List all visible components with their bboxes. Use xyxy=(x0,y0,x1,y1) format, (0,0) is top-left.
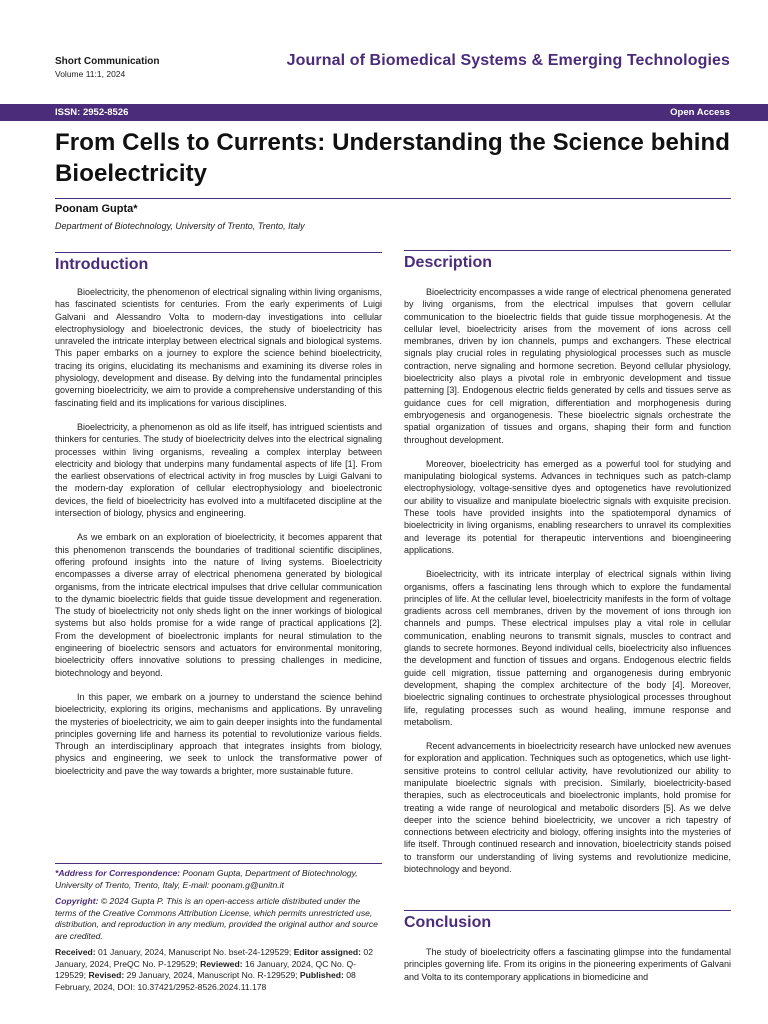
description-paragraph: Recent advancements in bioelectricity research have unlocked new avenues for exploration and application. Techniques such as optogenetics, which use light-sensitive proteins to control cellular activity, have revolutionized our ability to manipulate bioelectric signals with precision. Similarly, bioelectricity-based therapies, such as electroceuticals and bioelectronic implants, hold promise for treating a wide range of neurological and metabolic disorders [5]. As we delve deeper into the science behind bioelectricity, we uncover a rich tapestry of connections between electricity and biology, offering insights into the mysteries of life itself. Through continued research and innovation, bioelectricity stands poised to transform our understanding of living systems and revolutionize medicine, biotechnology and beyond. xyxy=(404,741,731,875)
author-name: Poonam Gupta* xyxy=(55,203,138,215)
editor-label: Editor assigned: xyxy=(293,947,362,957)
article-type: Short Communication xyxy=(55,56,160,67)
history-note xyxy=(55,947,382,993)
copyright-text: © 2024 Gupta P. This is an open-access article distributed under the terms of the Creative Commons Attribution License, which permits unrestricted use, distribution, and reproduction in any medium, provided the original author and source are credited. xyxy=(55,896,378,941)
article-title: From Cells to Currents: Understanding the Science behind Bioelectricity xyxy=(55,129,731,187)
received-label: Received: xyxy=(55,947,96,957)
conclusion-rule xyxy=(404,910,731,911)
open-access-label: Open Access xyxy=(670,107,730,118)
reviewed-text: 16 January, 2024, QC No. Q-129529; xyxy=(55,958,357,980)
description-rule xyxy=(404,250,731,251)
editor-text: 02 January, 2024, PreQC No. P-129529; xyxy=(55,947,373,969)
introduction-paragraph: In this paper, we embark on a journey to understand the science behind bioelectricity, exploring its origins, mechanisms and applications. By unraveling the mysteries of bioelectricity, we aim to gain deeper insights into the fundamental principles governing life and harness its potential to revolutionize various fields. Through an interdisciplinary approach that integrates insights from biology, physics and engineering, we seek to unlock the transformative power of bioelectricity and pave the way towards a brighter, more sustainable future. xyxy=(55,691,382,776)
introduction-rule xyxy=(55,252,382,253)
author-affiliation: Department of Biotechnology, University of Trento, Trento, Italy xyxy=(55,221,305,231)
correspondence-label: *Address for Correspondence: xyxy=(55,868,181,878)
conclusion-paragraph: The study of bioelectricity offers a fascinating glimpse into the fundamental principles governing life. From its origins in the pioneering experiments of Galvani and Volta to its contemporary applications in biomedicine and xyxy=(404,947,731,982)
description-paragraph: Bioelectricity encompasses a wide range of electrical phenomena generated by living organisms, from the electrical impulses that govern cellular communication to the bioelectric fields that guide tissue morphogenesis. At the cellular level, bioelectricity arises from the movement of ions across cell membranes, driven by ion channels, pumps and exchangers. These electrical signals play crucial roles in regulating physiological processes such as muscle contraction, nerve signaling and hormone secretion. Beyond cellular physiology, bioelectricity also plays a pivotal role in embryonic development and tissue patterning [3]. Endogenous electric fields generated by cells and tissues serve as guidance cues for cell migration, differentiation and morphogenesis during embryogenesis and organogenesis. These bioelectric signals orchestrate the spatial organization of tissues and organs, shaping their form and function throughout development. xyxy=(404,287,731,445)
description-heading: Description xyxy=(404,254,493,271)
correspondence-text: Poonam Gupta, Department of Biotechnology, University of Trento, Trento, Italy, E-mail: poonam.g@unitn.it xyxy=(55,868,358,890)
volume-info: Volume 11:1, 2024 xyxy=(55,69,126,79)
introduction-paragraph: As we embark on an exploration of bioelectricity, it becomes apparent that this phenomenon transcends the boundaries of traditional scientific disciplines, offering profound insights into the nature of living systems. Bioelectricity encompasses a diverse array of electrical phenomena generated by biological organisms, from the intricate electrical impulses that drive cellular communication to the dynamic bioelectric fields that guide tissue development and regeneration. The study of bioelectricity not only sheds light on the inner workings of biological systems but also holds promise for a wide range of practical applications [2]. From the development of bioelectronic implants for neural stimulation to the engineering of bioelectric sensors and actuators for environmental monitoring, bioelectricity offers innovative solutions to pressing challenges in medicine, biotechnology and beyond. xyxy=(55,532,382,678)
description-body xyxy=(404,286,731,887)
revised-text: 29 January, 2024, Manuscript No. R-129529; xyxy=(124,970,300,980)
article-type-block xyxy=(55,56,159,80)
copyright-note xyxy=(55,896,382,942)
introduction-paragraph: Bioelectricity, a phenomenon as old as life itself, has intrigued scientists and thinkers for centuries. The study of bioelectricity delves into the electrical signaling processes within living organisms, revealing a complex interplay between electricity and biology that underpins many fundamental aspects of life [1]. From the earliest observations of electrical activity in frog muscles by Luigi Galvani to the modern-day exploration of cellular electrophysiology and bioelectronic devices, the field of bioelectricity has evolved into a multifaceted discipline at the intersection of biology, physics and engineering. xyxy=(55,421,382,519)
title-divider xyxy=(55,198,731,199)
introduction-heading: Introduction xyxy=(55,256,149,273)
description-paragraph: Moreover, bioelectricity has emerged as a powerful tool for studying and manipulating biological systems. Advances in techniques such as patch-clamp electrophysiology, voltage-sensitive dyes and optogenetics have revolutionized our ability to visualize and manipulate bioelectric signals with exquisite precision. These tools have provided insights into the spatiotemporal dynamics of bioelectricity in living organisms, enabling researchers to unravel its complexities and leverage its potential for therapeutic interventions and bioengineering applications. xyxy=(404,458,731,555)
conclusion-heading: Conclusion xyxy=(404,914,492,931)
correspondence-note xyxy=(55,868,382,891)
footnotes xyxy=(55,868,382,998)
footnote-rule xyxy=(55,863,382,864)
description-paragraph: Bioelectricity, with its intricate interplay of electrical signals within living organisms, offers a fascinating lens through which to explore the fundamental principles of life. At the cellular level, bioelectricity manifests in the form of voltage gradients across cell membranes, driven by the movement of ions through ion channels and pumps. These electrical impulses play a vital role in cellular communication, enabling neurons to transmit signals, muscles to contract and glands to secrete hormones. Beyond individual cells, bioelectricity also influences the development and function of tissues and organs. Endogenous electric fields guide cell migration, tissue patterning and organogenesis during embryonic development, shaping the complex architecture of the body [4]. Moreover, bioelectric signaling continues to orchestrate physiological processes throughout life, regulating processes such as wound healing, immune response and metabolism. xyxy=(404,569,731,727)
introduction-paragraph: Bioelectricity, the phenomenon of electrical signaling within living organisms, has fascinated scientists for centuries. From the early experiments of Luigi Galvani and Alessandro Volta to modern-day investigations into cellular electrophysiology and bioelectronic devices, the study of bioelectricity has unraveled the intricate interplay between electrical signals and biological systems. This paper embarks on a journey to explore the science behind bioelectricity, tracing its origins, elucidating its mechanisms and examining its diverse roles in physiology, development and disease. By delving into the fundamental principles governing bioelectricity, we aim to provide a comprehensive understanding of this fascinating field and its implications for various disciplines. xyxy=(55,287,382,408)
issn-label: ISSN: 2952-8526 xyxy=(55,107,129,118)
journal-name[interactable]: Journal of Biomedical Systems & Emerging Technologies xyxy=(286,52,730,69)
reviewed-label: Reviewed: xyxy=(200,958,243,969)
revised-label: Revised: xyxy=(88,970,125,980)
received-text: 01 January, 2024, Manuscript No. bset-24-129529; xyxy=(95,947,294,957)
introduction-body xyxy=(55,286,382,789)
conclusion-body xyxy=(404,946,731,1024)
published-label: Published: xyxy=(299,970,344,980)
published-text: 08 February, 2024, DOI: 10.37421/2952-8526.2024.11.178 xyxy=(55,970,356,992)
copyright-label: Copyright: xyxy=(55,896,99,906)
